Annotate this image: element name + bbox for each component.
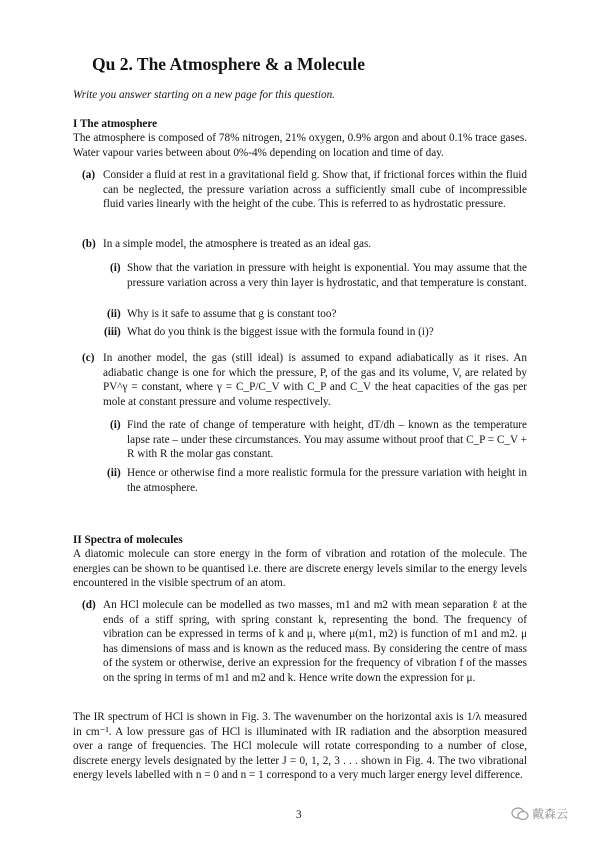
watermark — [511, 807, 568, 822]
part-label-b: (b) — [82, 238, 96, 250]
subpart-label-c-i: (i) — [110, 419, 121, 431]
section-heading-atmosphere: I The atmosphere — [73, 118, 158, 130]
subpart-label-b-i: (i) — [110, 262, 121, 274]
part-label-a: (a) — [82, 169, 96, 181]
subpart-text-b-ii: Why is it safe to assume that g is constant too? — [127, 308, 337, 320]
part-label-d: (d) — [82, 599, 96, 611]
section-heading-spectra: II Spectra of molecules — [73, 534, 183, 546]
subpart-label-c-ii: (ii) — [107, 467, 121, 479]
subpart-text-c-i: Find the rate of change of temperature with height, dT/dh – known as the temperature lapse rate – under these circumstances. You may assume without proof that C_P = C_V + R with R the molar gas constant. — [127, 419, 527, 461]
closing-paragraph: The IR spectrum of HCl is shown in Fig. 3. The wavenumber on the horizontal axis is 1/λ measured in cm⁻¹. A low pressure gas of HCl is illuminated with IR radiation and the absorption measured over a range of frequencies. The HCl molecule will rotate corresponding to a number of close, discrete energy levels designated by the letter J = 0, 1, 2, 3 . . . shown in Fig. 4. The two vibrational energy levels labelled with n = 0 and n = 1 correspond to a very much larger energy level difference. — [73, 711, 527, 782]
section-intro-atmosphere: The atmosphere is composed of 78% nitrogen, 21% oxygen, 0.9% argon and about 0.1% trace gases. Water vapour varies between about 0%-4% depending on location and time of day. — [73, 132, 527, 159]
wechat-icon — [511, 807, 529, 821]
question-title: Qu 2. The Atmosphere & a Molecule — [92, 54, 366, 74]
subpart-text-c-ii: Hence or otherwise find a more realistic formula for the pressure variation with height in the atmosphere. — [127, 467, 527, 494]
part-text-a: Consider a fluid at rest in a gravitational field g. Show that, if frictional forces within the fluid can be neglected, the pressure variation across a sufficiently small cube of incompressible fluid varies linearly with the height of the cube. This is referred to as hydrostatic pressure. — [103, 169, 527, 211]
part-label-c: (c) — [82, 352, 95, 364]
instruction: Write you answer starting on a new page for this question. — [73, 89, 335, 101]
part-text-b: In a simple model, the atmosphere is treated as an ideal gas. — [103, 238, 372, 250]
subpart-text-b-iii: What do you think is the biggest issue with the formula found in (i)? — [127, 326, 434, 338]
section-intro-spectra: A diatomic molecule can store energy in the form of vibration and rotation of the molecule. The energies can be shown to be quantised i.e. there are discrete energy levels similar to the energy levels encountered in the visible spectrum of an atom. — [73, 548, 527, 590]
subpart-label-b-ii: (ii) — [107, 308, 121, 320]
part-text-c: In another model, the gas (still ideal) is assumed to expand adiabatically as it rises. An adiabatic change is one for which the pressure, P, of the gas and its volume, V, are related by PV^γ = constant, where γ = C_P/C_V with C_P and C_V the heat capacities of the gas per mole at constant pressure and volume respectively. — [103, 352, 527, 408]
subpart-label-b-iii: (iii) — [104, 326, 121, 338]
watermark-text: 戴森云 — [532, 807, 569, 821]
page-number: 3 — [296, 809, 302, 821]
part-text-d: An HCl molecule can be modelled as two masses, m1 and m2 with mean separation ℓ at the ends of a stiff spring, with spring constant k, representing the bond. The frequency of vibration can be expressed in terms of k and μ, where μ(m1, m2) is function of m1 and m2. μ has dimensions of mass and is known as the reduced mass. By considering the centre of mass of the system or otherwise, derive an expression for the frequency of vibration f of the masses on the spring in terms of m1 and m2 and k. Hence write down the expression for μ. — [103, 599, 527, 684]
subpart-text-b-i: Show that the variation in pressure with height is exponential. You may assume that the pressure variation across a very thin layer is hydrostatic, and that temperature is constant. — [127, 262, 527, 289]
